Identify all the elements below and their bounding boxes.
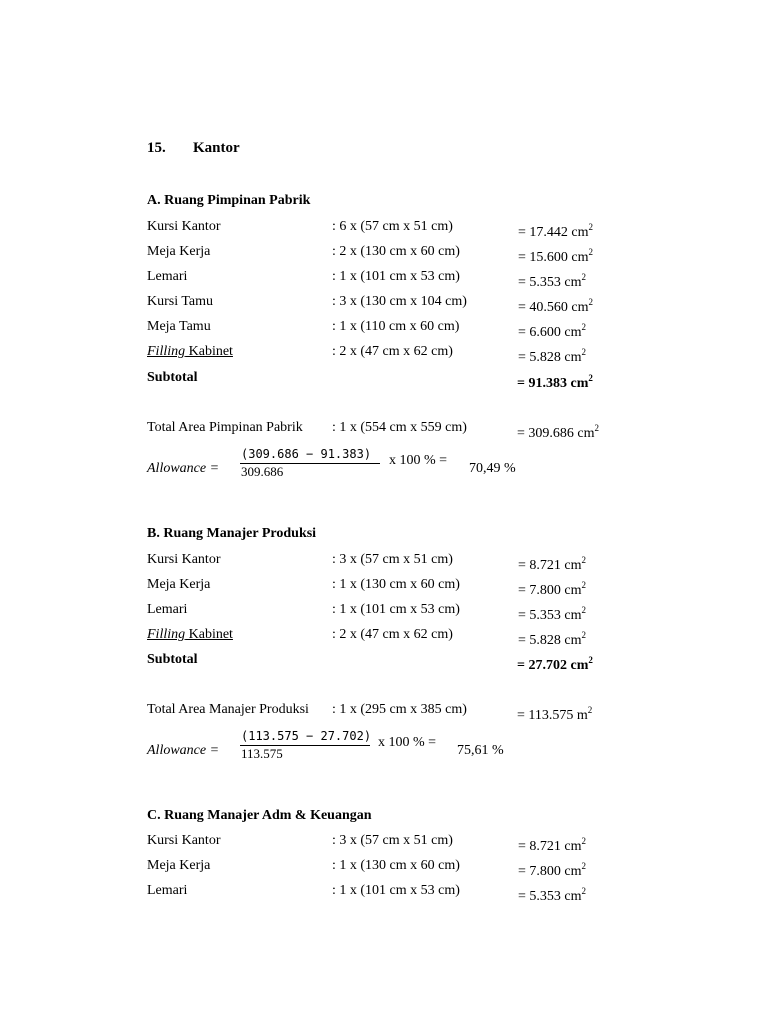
section-b-title: B. Ruang Manajer Produksi — [147, 526, 317, 541]
row-result: = 17.442 $cm^2$ — [518, 222, 593, 240]
row-name: Kursi Tamu — [147, 294, 214, 309]
row-calc: : 1 x (101 cm x 53 cm) — [332, 602, 460, 617]
row-result: = 15.600 $cm^2$ — [518, 247, 593, 265]
row-name: Meja Kerja — [147, 577, 211, 592]
total-label: Total Area Manajer Produksi — [147, 702, 309, 717]
row-name-rest: Kabinet — [185, 344, 233, 359]
row-name: Lemari — [147, 602, 188, 617]
row-result: = 5.828 $cm^2$ — [518, 630, 586, 648]
section-number: 15. — [147, 140, 166, 156]
subtotal-label: Subtotal — [147, 370, 198, 385]
total-label: Total Area Pimpinan Pabrik — [147, 420, 303, 435]
multiplier: x 100 % = — [389, 453, 448, 468]
section-c-title: C. Ruang Manajer Adm & Keuangan — [147, 808, 372, 823]
row-result: = 6.600 $cm^2$ — [518, 322, 586, 340]
allowance-label: Allowance = — [147, 743, 220, 758]
row-name: Kursi Kantor — [147, 219, 221, 234]
total-value: = 113.575 $m^2$ — [517, 705, 593, 723]
subtotal-value: = 91.383 $cm^2$ — [517, 373, 593, 391]
row-result: = 7.800 $cm^2$ — [518, 861, 586, 879]
row-name: Meja Tamu — [147, 319, 211, 334]
row-calc: : 2 x (130 cm x 60 cm) — [332, 244, 460, 259]
fraction-numerator: (309.686 − 91.383) — [241, 447, 372, 461]
row-result: = 5.353 $cm^2$ — [518, 272, 586, 290]
row-result: = 5.353 $cm^2$ — [518, 605, 586, 623]
row-result: = 8.721 $cm^2$ — [518, 555, 586, 573]
row-calc: : 3 x (57 cm x 51 cm) — [332, 833, 453, 848]
allowance-value: 75,61 % — [457, 743, 504, 758]
section-a-title: A. Ruang Pimpinan Pabrik — [147, 193, 311, 208]
row-name: Lemari — [147, 883, 188, 898]
row-name-italic: Filling — [147, 627, 186, 642]
allowance-value: 70,49 % — [469, 461, 516, 476]
row-name-italic: Filling — [147, 344, 186, 359]
row-calc: : 6 x (57 cm x 51 cm) — [332, 219, 453, 234]
row-calc: : 1 x (130 cm x 60 cm) — [332, 858, 460, 873]
row-name: Lemari — [147, 269, 188, 284]
total-calc: : 1 x (295 cm x 385 cm) — [332, 702, 467, 717]
row-calc: : 3 x (130 cm x 104 cm) — [332, 294, 467, 309]
row-calc: : 1 x (110 cm x 60 cm) — [332, 319, 460, 334]
section-title: Kantor — [193, 140, 240, 156]
subtotal-label: Subtotal — [147, 652, 198, 667]
allowance-label: Allowance = — [147, 461, 220, 476]
row-underlined — [147, 344, 606, 365]
fraction-denominator: 309.686 — [241, 464, 284, 479]
multiplier: x 100 % = — [378, 735, 437, 750]
row-underlined — [147, 627, 606, 648]
row-name: Kursi Kantor — [147, 552, 221, 567]
total-calc: : 1 x (554 cm x 559 cm) — [332, 420, 467, 435]
row-calc: : 1 x (130 cm x 60 cm) — [332, 577, 460, 592]
row-name: Meja Kerja — [147, 244, 211, 259]
total-value: = 309.686 $cm^2$ — [517, 423, 599, 441]
row-name-rest: Kabinet — [185, 627, 233, 642]
row-result: = 8.721 $cm^2$ — [518, 836, 586, 854]
row-calc: : 3 x (57 cm x 51 cm) — [332, 552, 453, 567]
fraction-denominator: 113.575 — [241, 746, 283, 761]
row-result: = 5.353 $cm^2$ — [518, 886, 586, 904]
row-result: = 5.828 $cm^2$ — [518, 347, 586, 365]
row-result: = 7.800 $cm^2$ — [518, 580, 586, 598]
fraction-numerator: (113.575 − 27.702) — [241, 729, 372, 743]
row-calc: : 1 x (101 cm x 53 cm) — [332, 269, 460, 284]
row-name: Meja Kerja — [147, 858, 211, 873]
row-name: Kursi Kantor — [147, 833, 221, 848]
row-calc: : 1 x (101 cm x 53 cm) — [332, 883, 460, 898]
row-result: = 40.560 $cm^2$ — [518, 297, 593, 315]
row-calc: : 2 x (47 cm x 62 cm) — [332, 344, 453, 359]
row-calc: : 2 x (47 cm x 62 cm) — [332, 627, 453, 642]
subtotal-value: = 27.702 $cm^2$ — [517, 655, 593, 673]
